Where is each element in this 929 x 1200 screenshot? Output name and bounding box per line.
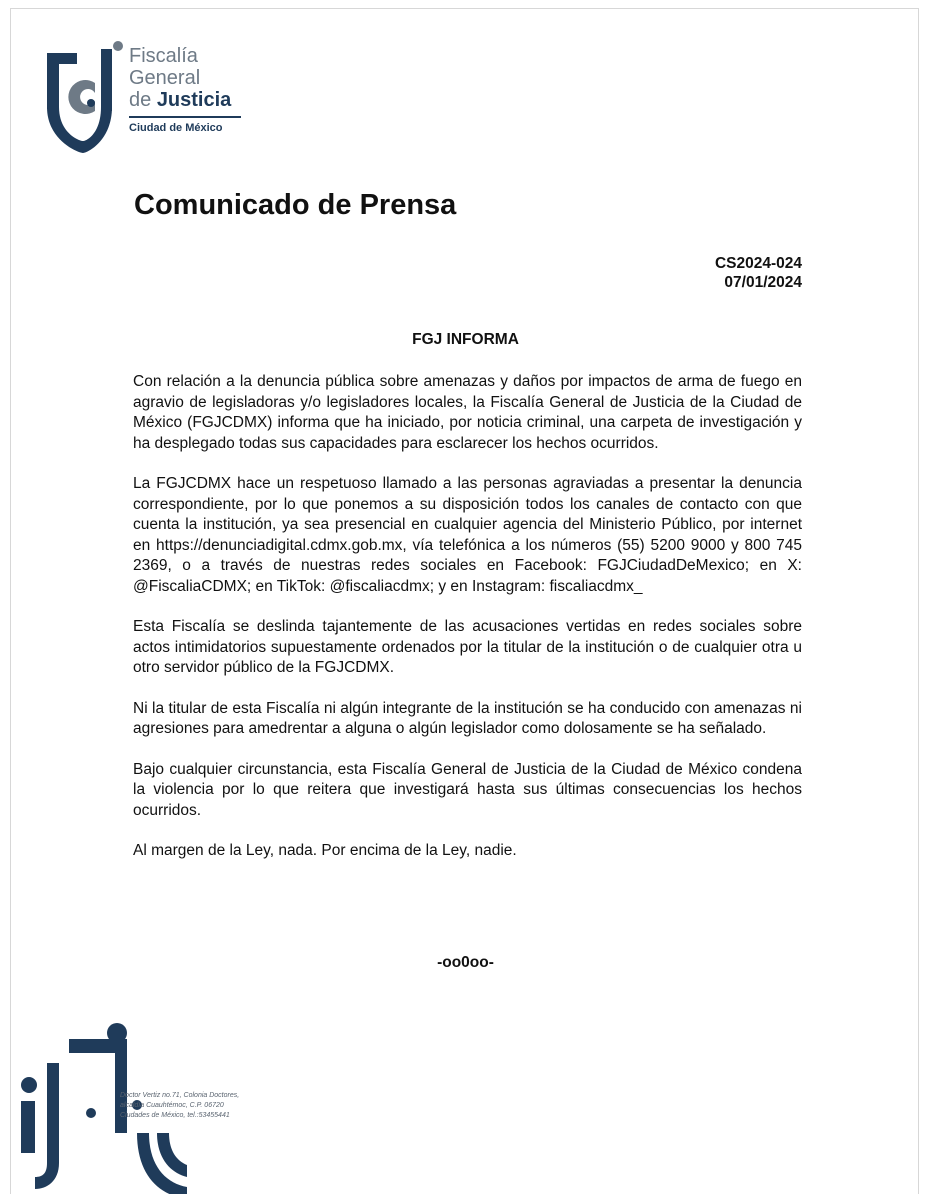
logo-divider (129, 116, 241, 118)
address-line-2: alcaldía Cuauhtémoc, C.P. 06720 (120, 1102, 224, 1109)
address-line-1: Doctor Vertiz no.71, Colonia Doctores, (120, 1092, 240, 1099)
paragraph-6: Al margen de la Ley, nada. Por encima de la Ley, nadie. (133, 842, 517, 859)
paragraph-2: La FGJCDMX hace un respetuoso llamado a las personas agraviadas a presentar la denuncia correspondiente, por lo que ponemos a su disposición todos los canales de contacto con que cuenta la institución, ya sea presencial en cualquier agencia del Ministerio Público, por internet en https://denunciadigital.cdmx.gob.mx, vía telefónica a los números (55) 5200 9000 y 800 745 2369, o a través de nuestras redes sociales en Facebook: FGJCiudadDeMexico; en X: @FiscaliaCDMX; en TikTok: @fiscaliacdmx; y en Instagram: fiscaliacdmx_ (133, 475, 802, 595)
closing-mark: -oo0oo- (437, 954, 494, 971)
paragraph-3: Esta Fiscalía se deslinda tajantemente de las acusaciones vertidas en redes sociales sobre actos intimidatorios supuestamente ordenados por la titular de la institución o de cualquier otra u otro servidor público de la FGJCDMX. (133, 618, 802, 676)
reference-date: 07/01/2024 (724, 274, 802, 291)
body-text (133, 372, 802, 882)
logo-line-2: General (129, 67, 201, 89)
logo-wordmark (129, 45, 241, 135)
paragraph-1: Con relación a la denuncia pública sobre amenazas y daños por impactos de arma de fuego en agravio de legisladoras y/o legisladores locales, la Fiscalía General de Justicia de la Ciudad de México (FGJCDMX) informa que ha iniciado, por noticia criminal, una carpeta de investigación y ha desplegado todas sus capacidades para esclarecer los hechos ocurridos. (133, 373, 802, 452)
address-line-3: Ciudades de México, tel.:53455441 (120, 1112, 230, 1119)
logo-line-1: Fiscalía (129, 45, 198, 67)
logo-line-3-strong: Justicia (156, 89, 232, 111)
paragraph-5: Bajo cualquier circunstancia, esta Fiscalía General de Justicia de la Ciudad de México condena la violencia por lo que reitera que investigará hasta sus últimas consecuencias los hechos ocurridos. (133, 760, 802, 819)
reference-block (715, 254, 802, 292)
logo-line-3 (129, 89, 241, 111)
footer-address (120, 1091, 239, 1121)
logo-subtitle: Ciudad de México (129, 122, 223, 134)
reference-code: CS2024-024 (714, 255, 802, 272)
document-page (10, 8, 919, 1194)
fgj-emblem-icon (39, 41, 125, 157)
document-title: Comunicado de Prensa (134, 189, 457, 221)
section-heading: FGJ INFORMA (412, 331, 519, 348)
logo-line-3-prefix: de (129, 89, 157, 111)
fgj-logo (39, 41, 279, 159)
paragraph-4: Ni la titular de esta Fiscalía ni algún integrante de la institución se ha conducido con amenazas ni agresiones para amedrentar a alguna o algún legislador como dolosamente se ha señalado. (133, 699, 802, 737)
